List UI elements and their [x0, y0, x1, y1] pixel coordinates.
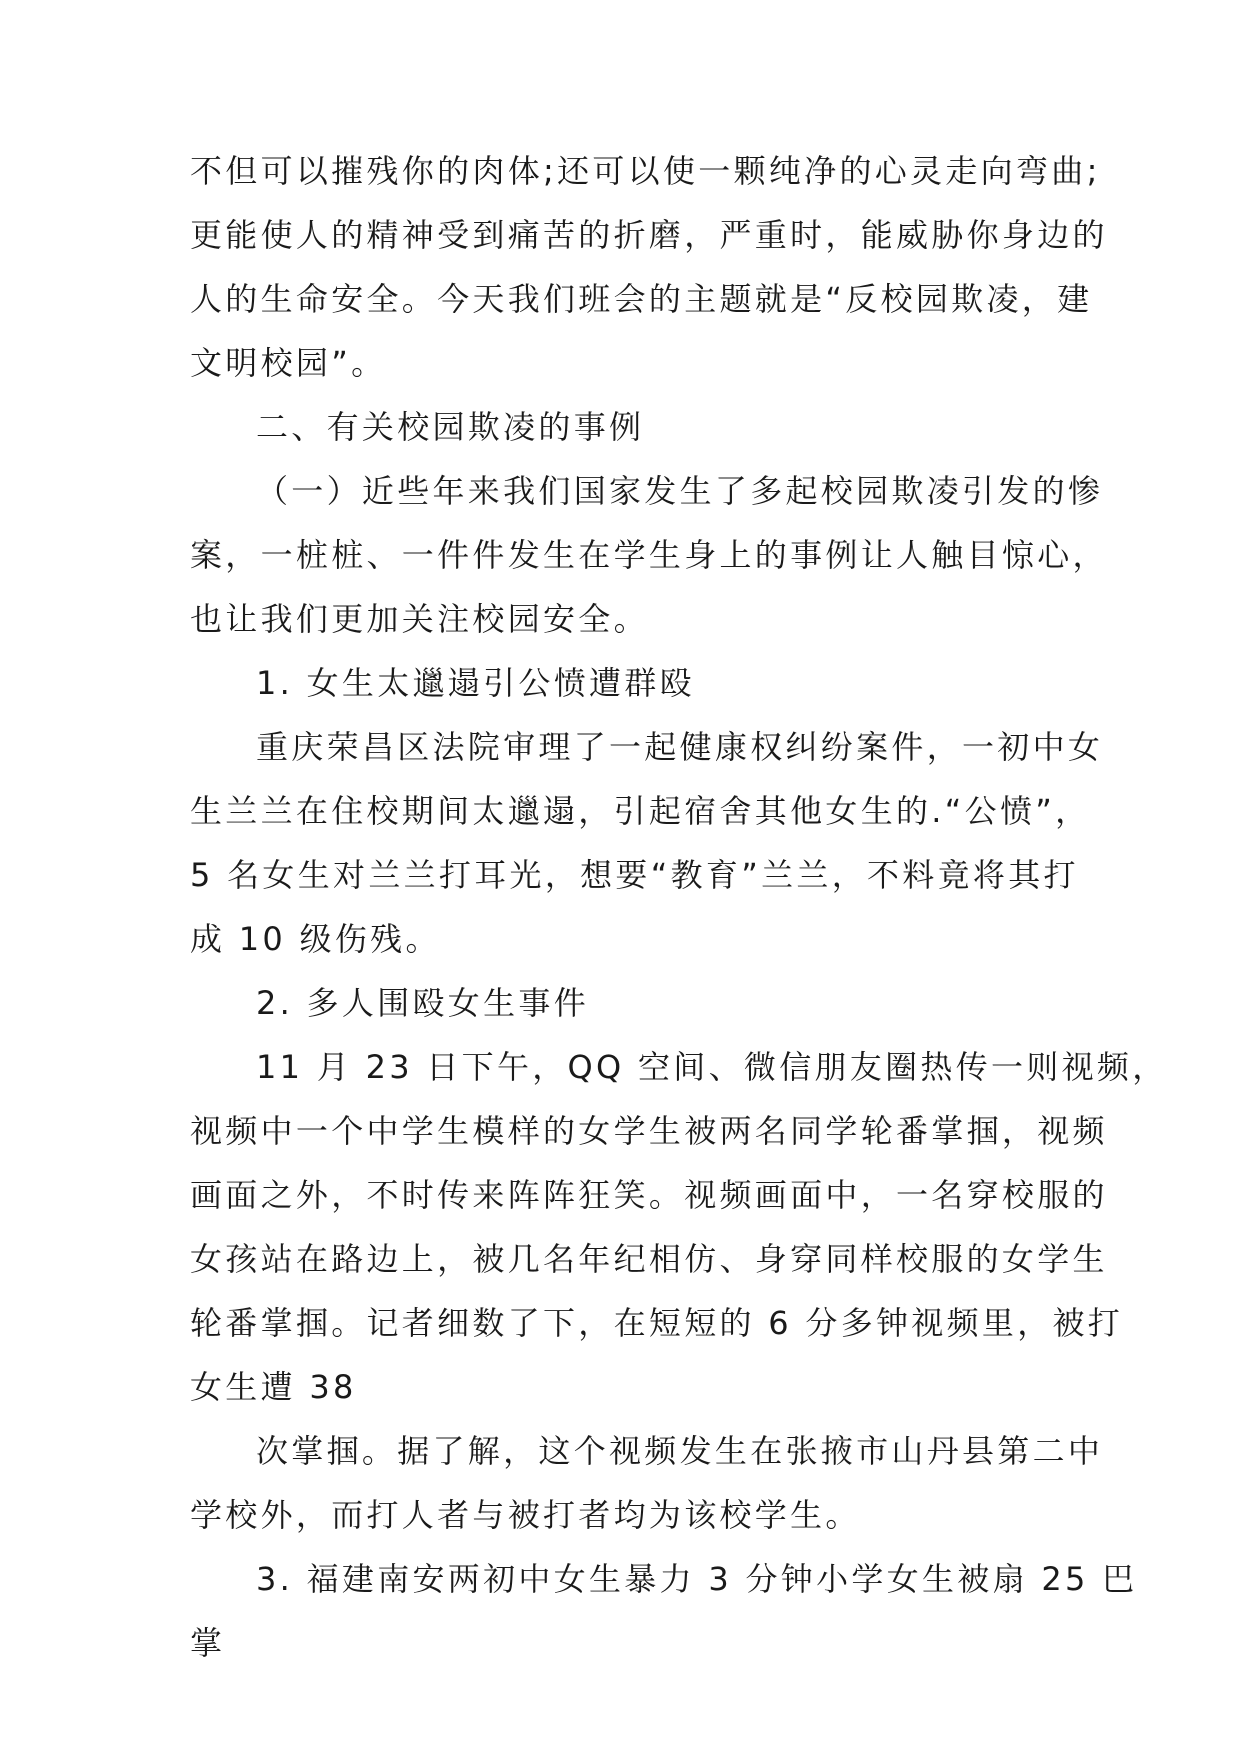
- paragraph-line: 文明校园”。: [190, 344, 387, 382]
- paragraph-line: 轮番掌掴。记者细数了下，在短短的 6 分多钟视频里，被打: [190, 1304, 1124, 1342]
- paragraph-line: 学校外，而打人者与被打者均为该校学生。: [190, 1496, 861, 1534]
- paragraph-line: 更能使人的精神受到痛苦的折磨，严重时，能威胁你身边的: [190, 216, 1108, 254]
- paragraph-line: 重庆荣昌区法院审理了一起健康权纠纷案件，一初中女: [256, 728, 1104, 766]
- paragraph-line: 次掌掴。据了解，这个视频发生在张掖市山丹县第二中: [256, 1432, 1104, 1470]
- paragraph-line: 5 名女生对兰兰打耳光，想要“教育”兰兰，不料竟将其打: [190, 856, 1079, 894]
- subsection-heading: 掌: [190, 1624, 226, 1662]
- paragraph-line: 视频中一个中学生模样的女学生被两名同学轮番掌掴，视频: [190, 1112, 1108, 1150]
- paragraph-line: 案，一桩桩、一件件发生在学生身上的事例让人触目惊心，: [190, 536, 1108, 574]
- paragraph-line: 不但可以摧残你的肉体;还可以使一颗纯净的心灵走向弯曲;: [190, 152, 1101, 190]
- paragraph-line: 成 10 级伤残。: [190, 920, 441, 958]
- subsection-heading: 2. 多人围殴女生事件: [256, 984, 590, 1022]
- paragraph-line: 生兰兰在住校期间太邋遢，引起宿舍其他女生的.“公愤”，: [190, 792, 1091, 830]
- paragraph-line: 也让我们更加关注校园安全。: [190, 600, 649, 638]
- subsection-heading: 1. 女生太邋遢引公愤遭群殴: [256, 664, 695, 702]
- paragraph-line: （一）近些年来我们国家发生了多起校园欺凌引发的惨: [256, 472, 1104, 510]
- paragraph-line: 画面之外，不时传来阵阵狂笑。视频画面中，一名穿校服的: [190, 1176, 1108, 1214]
- paragraph-line: 11 月 23 日下午，QQ 空间、微信朋友圈热传一则视频，: [256, 1048, 1168, 1086]
- paragraph-line: 女生遭 38: [190, 1368, 357, 1406]
- subsection-heading: 3. 福建南安两初中女生暴力 3 分钟小学女生被扇 25 巴: [256, 1560, 1138, 1598]
- paragraph-line: 女孩站在路边上，被几名年纪相仿、身穿同样校服的女学生: [190, 1240, 1108, 1278]
- section-heading: 二、有关校园欺凌的事例: [256, 408, 645, 446]
- paragraph-line: 人的生命安全。今天我们班会的主题就是“反校园欺凌，建: [190, 280, 1093, 318]
